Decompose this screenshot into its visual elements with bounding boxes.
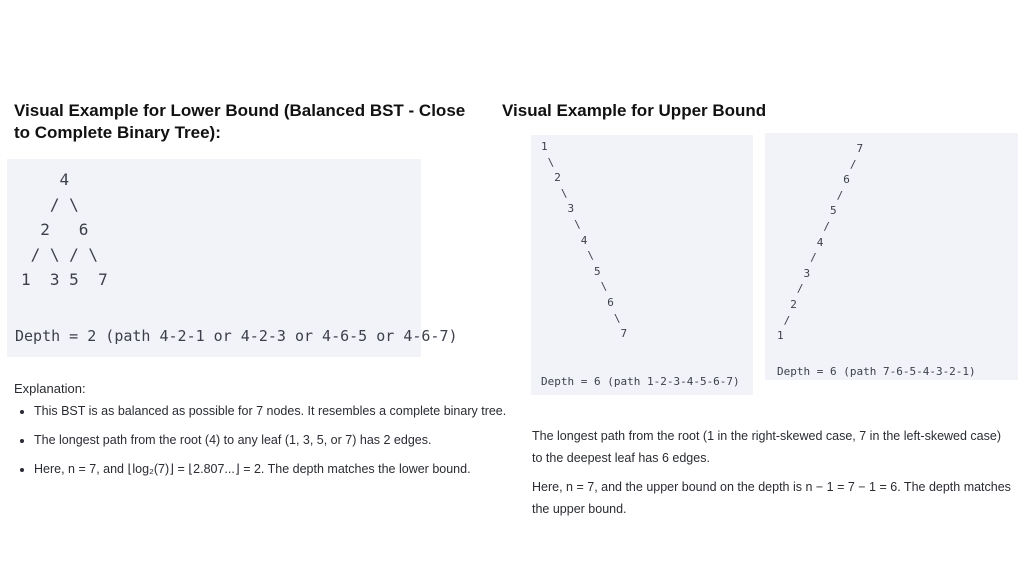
upper-bound-heading: Visual Example for Upper Bound [502, 101, 767, 120]
balanced-bst-tree: 4 / \ 2 6 / \ / \ 1 3 5 7 [21, 170, 108, 289]
upper-bound-formula-paragraph: Here, n = 7, and the upper bound on the depth is n − 1 = 7 − 1 = 6. The depth matches the upper bound. [532, 480, 1011, 516]
balanced-depth-text: Depth = 2 (path 4-2-1 or 4-2-3 or 4-6-5 or 4-6-7) [15, 327, 458, 345]
right-skewed-code-block [531, 135, 753, 395]
right-skewed-depth-text: Depth = 6 (path 1-2-3-4-5-6-7) [541, 375, 740, 388]
explanation-title: Explanation: [14, 381, 86, 396]
left-skewed-code-block [765, 133, 1018, 380]
explanation-bullet: • This BST is as balanced as possible for 7 nodes. It resembles a complete binary tree. [34, 404, 524, 419]
explanation-bullet: • Here, n = 7, and ⌊log₂(7)⌋ = ⌊2.807...⌋ = 2. The depth matches the lower bound. [34, 462, 524, 477]
explanation-list [14, 404, 524, 491]
upper-bound-paragraph: The longest path from the root (1 in the right-skewed case, 7 in the left-skewed case) to the deepest leaf has 6 edges. [532, 429, 1001, 465]
balanced-bst-code-block [7, 159, 458, 357]
lower-bound-heading: Visual Example for Lower Bound (Balanced BST - Close to Complete Binary Tree): [14, 101, 466, 142]
left-skewed-depth-text: Depth = 6 (path 7-6-5-4-3-2-1) [777, 365, 976, 378]
left-skewed-tree: 7 / 6 / 5 / 4 / 3 / 2 / 1 [777, 142, 864, 343]
explanation-bullet: • The longest path from the root (4) to any leaf (1, 3, 5, or 7) has 2 edges. [34, 433, 524, 448]
right-skewed-tree: 1 \ 2 \ 3 \ 4 \ 5 \ 6 \ 7 [541, 140, 628, 341]
